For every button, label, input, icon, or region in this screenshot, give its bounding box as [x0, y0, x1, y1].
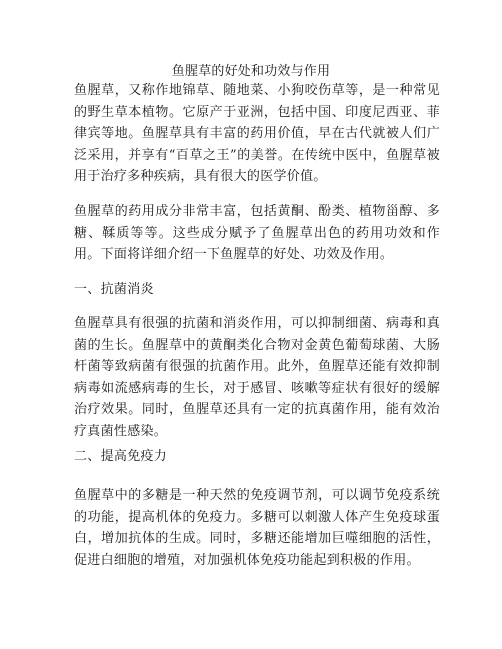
section-body-1: 鱼腥草具有很强的抗菌和消炎作用，可以抑制细菌、病毒和真菌的生长。鱼腥草中的黄酮类化合物对金黄色葡萄球菌、大肠杆菌等致病菌有很强的抗菌作用。此外，鱼腥草还能有效抑制病毒如流感病毒的生长，对于感冒、咳嗽等症状有很好的缓解治疗效果。同时，鱼腥草还具有一定的抗真菌作用，能有效治疗真菌性感染。 — [74, 316, 440, 439]
intro-paragraph-2: 鱼腥草的药用成分非常丰富，包括黄酮、酚类、植物甾醇、多糖、鞣质等等。这些成分赋予了鱼腥草出色的药用功效和作用。下面将详细介绍一下鱼腥草的好处、功效及作用。 — [74, 204, 440, 262]
document-title: 鱼腥草的好处和功效与作用 — [171, 64, 331, 79]
intro-paragraph-1: 鱼腥草，又称作地锦草、随地菜、小狗咬伤草等，是一种常见的野生草本植物。它原产于亚洲，包括中国、印度尼西亚、菲律宾等地。鱼腥草具有丰富的药用价值，早在古代就被人们广泛采用，并享有“百草之王”的美誉。在传统中医中，鱼腥草被用于治疗多种疾病，具有很大的医学价值。 — [74, 83, 440, 184]
section-heading-2: 二、提高免疫力 — [74, 449, 168, 464]
section-body-2: 鱼腥草中的多糖是一种天然的免疫调节剂，可以调节免疫系统的功能，提高机体的免疫力。多糖可以刺激人体产生免疫球蛋白，增加抗体的生成。同时，多糖还能增加巨噬细胞的活性，促进白细胞的增殖，对加强机体免疫功能起到积极的作用。 — [74, 488, 440, 568]
section-heading-1: 一、抗菌消炎 — [74, 282, 154, 297]
